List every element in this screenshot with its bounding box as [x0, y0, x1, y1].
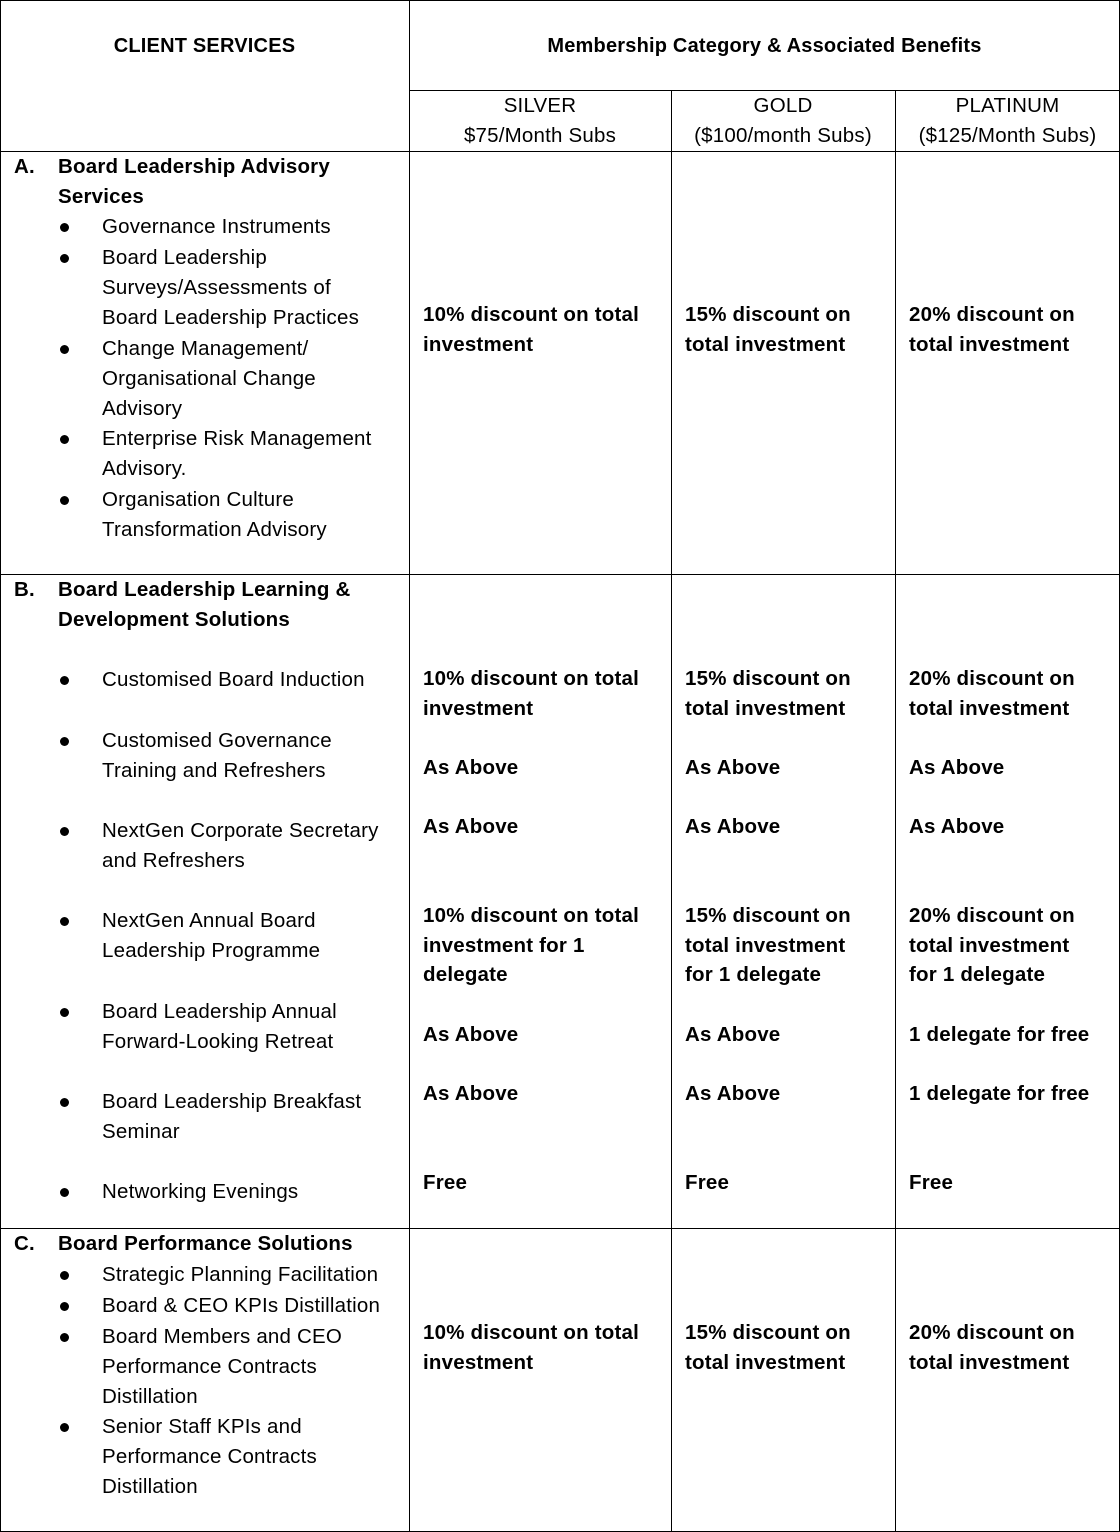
gold-benefit: Free [685, 1171, 730, 1194]
section-c-platinum-benefit: 20% discount on [909, 1321, 1075, 1344]
bullet-icon [60, 223, 69, 232]
column-divider-gold-platinum [895, 90, 896, 1532]
list-item-cont: Leadership Programme [102, 939, 321, 962]
gold-benefit: As Above [685, 1023, 781, 1046]
bullet-icon [60, 676, 69, 685]
bullet-icon [60, 1098, 69, 1107]
section-a-silver-benefit: 10% discount on total [423, 303, 640, 326]
section-c-platinum-benefit-cont: total investment [909, 1351, 1070, 1374]
section-c-title: Board Performance Solutions [58, 1232, 353, 1255]
silver-benefit: 10% discount on total [423, 667, 640, 690]
silver-benefit: As Above [423, 756, 519, 779]
list-item-cont: Distillation [102, 1385, 198, 1408]
silver-benefit-cont: investment [423, 697, 534, 720]
list-item-cont: Performance Contracts [102, 1445, 317, 1468]
list-item: NextGen Corporate Secretary [102, 819, 379, 842]
list-item-cont: Training and Refreshers [102, 759, 326, 782]
section-b-letter: B. [14, 578, 35, 601]
gold-benefit: As Above [685, 815, 781, 838]
list-item: Governance Instruments [102, 215, 331, 238]
bullet-icon [60, 1302, 69, 1311]
section-a-platinum-benefit-cont: total investment [909, 333, 1070, 356]
bullet-icon [60, 827, 69, 836]
list-item-cont: Seminar [102, 1120, 180, 1143]
bullet-icon [60, 1423, 69, 1432]
bullet-icon [60, 254, 69, 263]
section-a-gold-benefit: 15% discount on [685, 303, 851, 326]
gold-benefit-cont: total investment [685, 934, 846, 957]
list-item-cont: Advisory [102, 397, 183, 420]
list-item: Customised Board Induction [102, 668, 365, 691]
table-border-top [0, 0, 1120, 1]
list-item-cont: Transformation Advisory [102, 518, 327, 541]
platinum-benefit-cont: for 1 delegate [909, 963, 1046, 986]
section-a-silver-benefit-cont: investment [423, 333, 534, 356]
gold-benefit-cont: for 1 delegate [685, 963, 822, 986]
platinum-benefit: 1 delegate for free [909, 1023, 1090, 1046]
list-item: Enterprise Risk Management [102, 427, 372, 450]
list-item: Board Members and CEO [102, 1325, 343, 1348]
section-a-gold-benefit-cont: total investment [685, 333, 846, 356]
bullet-icon [60, 345, 69, 354]
list-item: Networking Evenings [102, 1180, 299, 1203]
list-item-cont: and Refreshers [102, 849, 245, 872]
silver-tier-name: SILVER [503, 94, 577, 117]
gold-tier-price: ($100/month Subs) [694, 124, 872, 147]
column-divider-services [409, 0, 410, 1532]
platinum-benefit: 20% discount on [909, 904, 1075, 927]
client-services-header: CLIENT SERVICES [113, 35, 296, 57]
gold-benefit-cont: total investment [685, 697, 846, 720]
list-item: Board Leadership Breakfast [102, 1090, 362, 1113]
list-item: Board & CEO KPIs Distillation [102, 1294, 381, 1317]
platinum-benefit: 1 delegate for free [909, 1082, 1090, 1105]
list-item-cont: Distillation [102, 1475, 198, 1498]
section-b-title: Board Leadership Learning & [58, 578, 351, 601]
silver-benefit: 10% discount on total [423, 904, 640, 927]
list-item: Strategic Planning Facilitation [102, 1263, 379, 1286]
section-c-silver-benefit-cont: investment [423, 1351, 534, 1374]
gold-benefit: As Above [685, 756, 781, 779]
platinum-benefit: Free [909, 1171, 954, 1194]
gold-benefit: As Above [685, 1082, 781, 1105]
bullet-icon [60, 1271, 69, 1280]
silver-benefit-cont: delegate [423, 963, 508, 986]
table-border-left [0, 0, 1, 1532]
bullet-icon [60, 1008, 69, 1017]
silver-benefit: As Above [423, 1023, 519, 1046]
section-a-letter: A. [14, 155, 35, 178]
gold-tier-name: GOLD [753, 94, 813, 117]
list-item: Board Leadership [102, 246, 268, 269]
platinum-benefit: As Above [909, 756, 1005, 779]
silver-tier-price: $75/Month Subs [463, 124, 617, 147]
silver-benefit-cont: investment for 1 [423, 934, 585, 957]
bullet-icon [60, 1333, 69, 1342]
section-b-title-cont: Development Solutions [58, 608, 291, 631]
bullet-icon [60, 737, 69, 746]
section-a-platinum-benefit: 20% discount on [909, 303, 1075, 326]
list-item: Customised Governance [102, 729, 332, 752]
list-item: Board Leadership Annual [102, 1000, 337, 1023]
platinum-benefit: 20% discount on [909, 667, 1075, 690]
list-item-cont: Performance Contracts [102, 1355, 317, 1378]
platinum-tier-price: ($125/Month Subs) [918, 124, 1097, 147]
list-item-cont: Board Leadership Practices [102, 306, 360, 329]
platinum-benefit: As Above [909, 815, 1005, 838]
bullet-icon [60, 496, 69, 505]
silver-benefit: As Above [423, 1082, 519, 1105]
list-item-cont: Forward-Looking Retreat [102, 1030, 334, 1053]
list-item: Senior Staff KPIs and [102, 1415, 302, 1438]
column-divider-silver-gold [671, 90, 672, 1532]
list-item-cont: Organisational Change [102, 367, 316, 390]
list-item: Change Management/ [102, 337, 309, 360]
gold-benefit: 15% discount on [685, 904, 851, 927]
platinum-tier-name: PLATINUM [955, 94, 1060, 117]
section-c-gold-benefit-cont: total investment [685, 1351, 846, 1374]
list-item-cont: Advisory. [102, 457, 187, 480]
platinum-benefit-cont: total investment [909, 934, 1070, 957]
bullet-icon [60, 435, 69, 444]
list-item: NextGen Annual Board [102, 909, 316, 932]
section-c-silver-benefit: 10% discount on total [423, 1321, 640, 1344]
list-item: Organisation Culture [102, 488, 295, 511]
silver-benefit: Free [423, 1171, 468, 1194]
membership-header: Membership Category & Associated Benefits [547, 35, 982, 57]
silver-benefit: As Above [423, 815, 519, 838]
section-c-gold-benefit: 15% discount on [685, 1321, 851, 1344]
section-a-title-cont: Services [58, 185, 144, 208]
platinum-benefit-cont: total investment [909, 697, 1070, 720]
bullet-icon [60, 917, 69, 926]
section-a-title: Board Leadership Advisory [58, 155, 330, 178]
list-item-cont: Surveys/Assessments of [102, 276, 331, 299]
section-c-letter: C. [14, 1232, 35, 1255]
bullet-icon [60, 1188, 69, 1197]
gold-benefit: 15% discount on [685, 667, 851, 690]
